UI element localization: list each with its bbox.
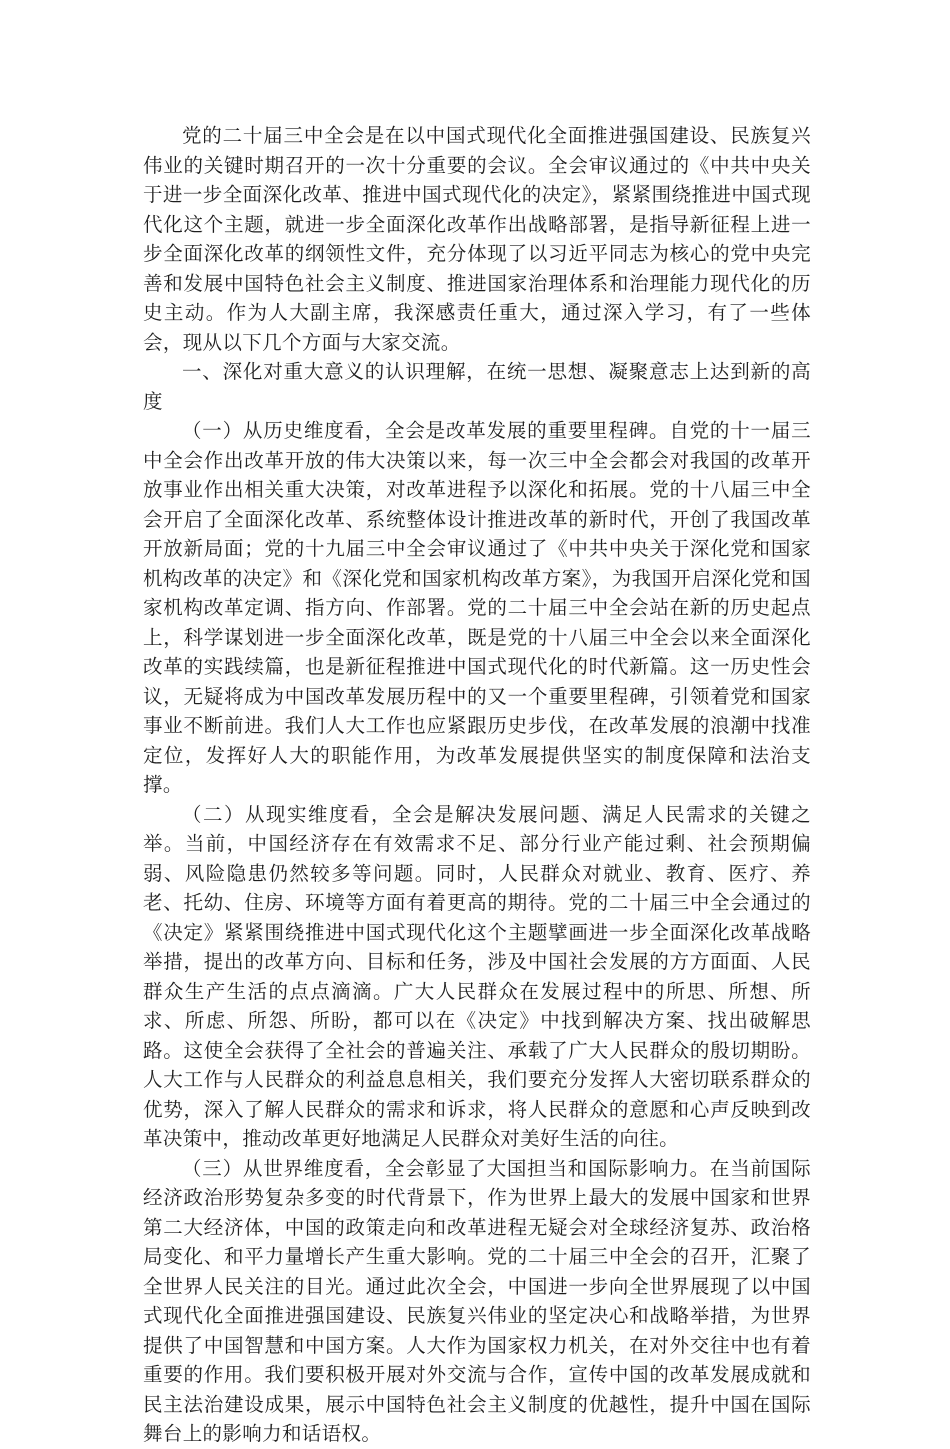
subsection-paragraph-history: （一）从历史维度看，全会是改革发展的重要里程碑。自党的十一届三中全会作出改革开放的伟大决策以来，每一次三中全会都会对我国的改革开放事业作出相关重大决策，对改革进程予以深化和拓展。党的十八届三中全会开启了全面深化改革、系统整体设计推进改革的新时代，开创了我国改革开放新局面；党的十九届三中全会审议通过了《中共中央关于深化党和国家机构改革的决定》和《深化党和国家机构改革方案》，为我国开启深化党和国家机构改革定调、指方向、作部署。党的二十届三中全会站在新的历史起点上，科学谋划进一步全面深化改革，既是党的十八届三中全会以来全面深化改革的实践续篇，也是新征程推进中国式现代化的时代新篇。这一历史性会议，无疑将成为中国改革发展历程中的又一个重要里程碑，引领着党和国家事业不断前进。我们人大工作也应紧跟历史步伐，在改革发展的浪潮中找准定位，发挥好人大的职能作用，为改革发展提供坚实的制度保障和法治支撑。: [143, 419, 811, 796]
document-body: [143, 121, 811, 1449]
intro-paragraph: 党的二十届三中全会是在以中国式现代化全面推进强国建设、民族复兴伟业的关键时期召开的一次十分重要的会议。全会审议通过的《中共中央关于进一步全面深化改革、推进中国式现代化的决定》，紧紧围绕推进中国式现代化这个主题，就进一步全面深化改革作出战略部署，是指导新征程上进一步全面深化改革的纲领性文件，充分体现了以习近平同志为核心的党中央完善和发展中国特色社会主义制度、推进国家治理体系和治理能力现代化的历史主动。作为人大副主席，我深感责任重大，通过深入学习，有了一些体会，现从以下几个方面与大家交流。: [143, 124, 811, 354]
subsection-paragraph-world: （三）从世界维度看，全会彰显了大国担当和国际影响力。在当前国际经济政治形势复杂多变的时代背景下，作为世界上最大的发展中国家和世界第二大经济体，中国的政策走向和改革进程无疑会对全球经济复苏、政治格局变化、和平力量增长产生重大影响。党的二十届三中全会的召开，汇聚了全世界人民关注的目光。通过此次全会，中国进一步向全世界展现了以中国式现代化全面推进强国建设、民族复兴伟业的坚定决心和战略举措，为世界提供了中国智慧和中国方案。人大作为国家权力机关，在对外交往中也有着重要的作用。我们要积极开展对外交流与合作，宣传中国的改革发展成就和民主法治建设成果，展示中国特色社会主义制度的优越性，提升中国在国际舞台上的影响力和话语权。: [143, 1156, 811, 1445]
subsection-paragraph-reality: （二）从现实维度看，全会是解决发展问题、满足人民需求的关键之举。当前，中国经济存在有效需求不足、部分行业产能过剩、社会预期偏弱、风险隐患仍然较多等问题。同时，人民群众对就业、教育、医疗、养老、托幼、住房、环境等方面有着更高的期待。党的二十届三中全会通过的《决定》紧紧围绕推进中国式现代化这个主题擘画进一步全面深化改革战略举措，提出的改革方向、目标和任务，涉及中国社会发展的方方面面、人民群众生产生活的点点滴滴。广大人民群众在发展过程中的所思、所想、所求、所虑、所怨、所盼，都可以在《决定》中找到解决方案、找出破解思路。这使全会获得了全社会的普遍关注、承载了广大人民群众的殷切期盼。人大工作与人民群众的利益息息相关，我们要充分发挥人大密切联系群众的优势，深入了解人民群众的需求和诉求，将人民群众的意愿和心声反映到改革决策中，推动改革更好地满足人民群众对美好生活的向往。: [143, 802, 811, 1150]
section-heading: 一、深化对重大意义的认识理解，在统一思想、凝聚意志上达到新的高度: [143, 360, 811, 413]
